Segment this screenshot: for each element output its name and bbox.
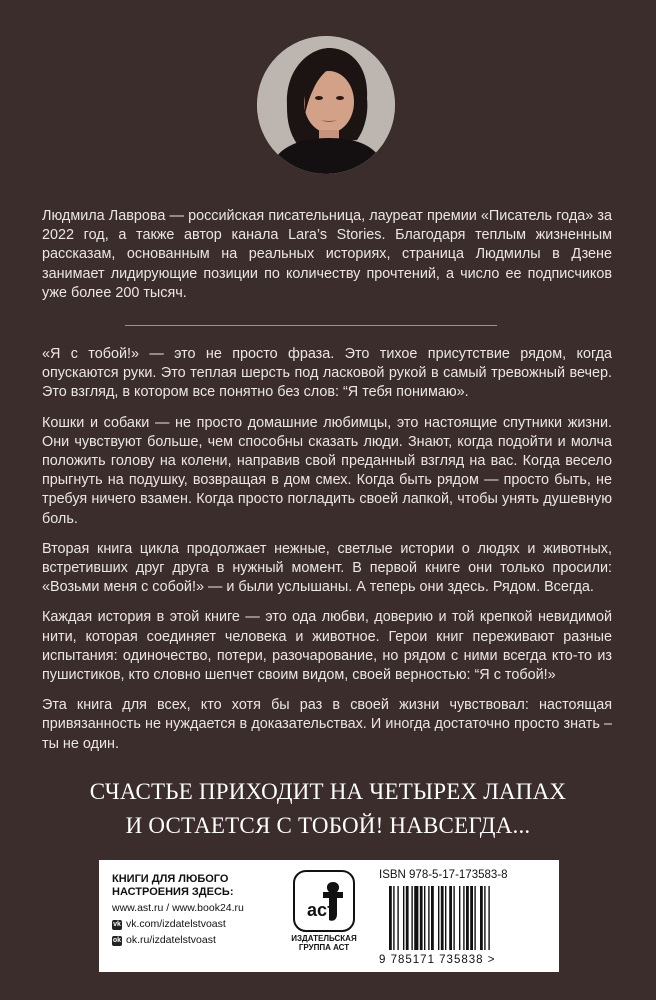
publisher-logo — [279, 870, 369, 952]
description-paragraph: Вторая книга цикла продолжает нежные, светлые истории о людях и животных, встретивших друг друга в нужный момент. В первой книге они только просили: «Возьми меня с собой!» — и были услышаны. А теперь они здесь. Рядом. Всегда. — [42, 540, 612, 596]
vk-link[interactable] — [112, 918, 272, 931]
barcode — [379, 884, 539, 966]
vk-link-label: vk.com/izdatelstvoast — [126, 918, 226, 930]
barcode-digits: 9 785171 735838 > — [379, 954, 496, 966]
publisher-caption: ИЗДАТЕЛЬСКАЯ ГРУППА АСТ — [291, 934, 357, 952]
author-portrait — [257, 36, 395, 174]
tagline-line-2: И ОСТАЕТСЯ С ТОБОЙ! НАВСЕГДА... — [125, 813, 531, 838]
publisher-links — [112, 873, 272, 947]
barcode-icon — [379, 884, 551, 952]
description-paragraph: Кошки и собаки — не просто домашние любимцы, это настоящие спутники жизни. Они чувствуют больше, чем способны сказать люди. Знают, когда подойти и молча положить голову на колени, направив свой преданный взгляд на вас. Когда весело прыгнуть на подушку, возвращая в дом смех. Когда быть рядом — просто быть, не требуя ничего взамен. Когда просто погладить своей лапкой, чтобы унять душевную боль. — [42, 414, 612, 527]
description-paragraph: Эта книга для всех, кто хотя бы раз в своей жизни чувствовал: настоящая привязанность не нуждается в доказательствах. И иногда достаточно просто знать – ты не один. — [42, 697, 612, 752]
description-paragraph: Каждая история в этой книге — это ода любви, доверию и той крепкой невидимой нити, которая соединяет человека и животное. Герои книг переживают разные испытания: одиночество, потери, разочарование, но рядом с ними всегда кто-то из пушистиков, кто словно шепчет своим видом, своей верностью: “Я с тобой!» — [42, 609, 612, 684]
isbn-number: ISBN 978-5-17-173583-8 — [379, 869, 508, 881]
author-bio: Людмила Лаврова — российская писательница, лауреат премии «Писатель года» за 2022 год, а также автор канала Lara’s Stories. Благодаря теплым жизненным рассказам, основанным на реальных историях, страница Людмилы в Дзене занимает лидирующие позиции по количеству прочтений, а число ее подписчиков уже более 200 тысяч. — [42, 208, 612, 301]
publisher-heading: КНИГИ ДЛЯ ЛЮБОГО НАСТРОЕНИЯ ЗДЕСЬ: — [112, 873, 234, 898]
ast-logo-icon — [293, 870, 355, 932]
ok-link[interactable] — [112, 934, 272, 947]
author-portrait-icon — [257, 36, 395, 174]
ok-icon: ok — [112, 936, 122, 944]
description-paragraph: «Я с тобой!» — это не просто фраза. Это тихое присутствие рядом, когда опускаются руки. Это теплая шерсть под ласковой рукой в самый тревожный вечер. Это взгляд, в котором все понятно без слов: “Я тебя понимаю». — [42, 346, 612, 401]
publisher-info-panel — [99, 860, 559, 972]
divider — [125, 325, 497, 326]
tagline — [0, 775, 656, 843]
ok-link-label: ok.ru/izdatelstvoast — [126, 934, 216, 946]
ast-logo-text: аст — [307, 900, 336, 920]
book-description — [42, 345, 612, 765]
publisher-websites[interactable]: www.ast.ru / www.book24.ru — [112, 902, 244, 914]
tagline-line-1: СЧАСТЬЕ ПРИХОДИТ НА ЧЕТЫРЕХ ЛАПАХ — [89, 779, 567, 804]
vk-icon: vk — [113, 920, 121, 928]
isbn-block — [379, 868, 551, 966]
